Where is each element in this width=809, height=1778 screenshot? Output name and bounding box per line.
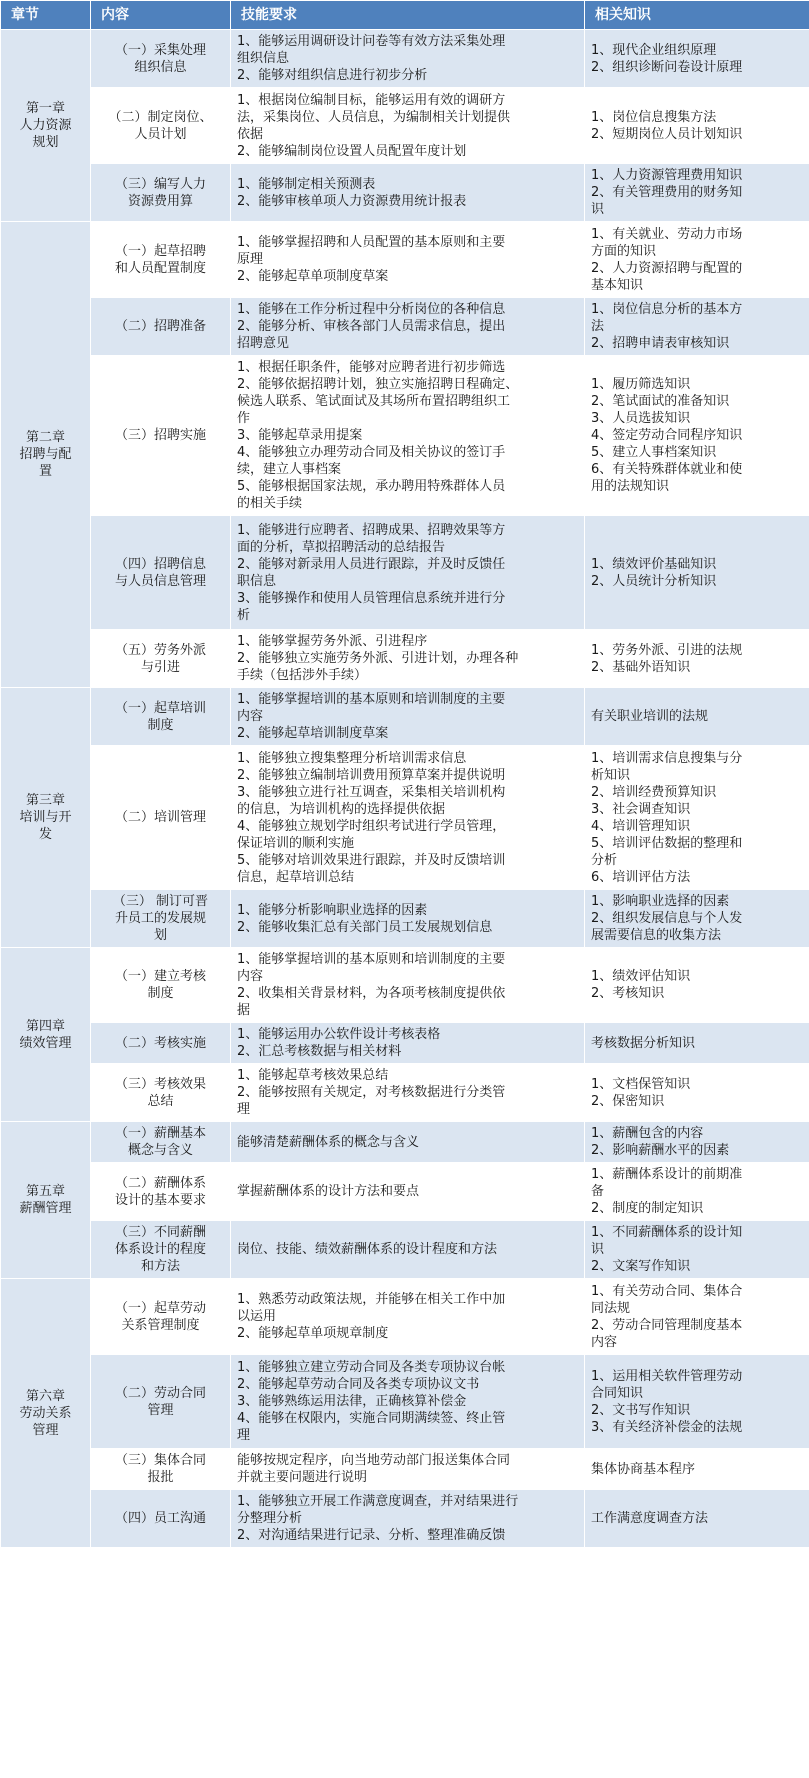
- skill-line: 2、能够独立实施劳务外派、引进计划，办理各种: [237, 651, 519, 666]
- content-line: 升员工的发展规: [114, 911, 206, 926]
- content-cell: [91, 1221, 231, 1279]
- skill-line: 保证培训的顺利实施: [237, 835, 355, 851]
- content-line: 总结: [147, 1093, 174, 1109]
- knowledge-cell: [585, 356, 809, 516]
- skill-line: 2、能够起草单项制度草案: [237, 269, 389, 284]
- knowledge-cell: [585, 1023, 809, 1064]
- knowledge-line: 2、笔试面试的准备知识: [591, 394, 730, 409]
- skill-line: 1、能够运用调研设计问卷等有效方法采集处理: [237, 34, 506, 49]
- skill-line: 1、能够进行应聘者、招聘成果、招聘效果等方: [237, 522, 506, 538]
- content-cell: [91, 1064, 231, 1122]
- knowledge-line: 3、社会调查知识: [591, 801, 691, 817]
- chapter-label-line: 招聘与配: [19, 447, 72, 462]
- skills-cell: [231, 1490, 585, 1548]
- knowledge-line: 基本知识: [591, 277, 644, 293]
- knowledge-cell: [585, 890, 809, 948]
- skill-line: 以运用: [237, 1309, 277, 1324]
- knowledge-line: 有关职业培训的法规: [591, 709, 709, 724]
- content-cell: [91, 1122, 231, 1163]
- table-row: [1, 890, 809, 948]
- content-line: （一）建立考核: [114, 969, 206, 984]
- knowledge-line: 识: [591, 202, 605, 217]
- content-line: （二）招聘准备: [114, 319, 206, 334]
- knowledge-cell: [585, 1449, 809, 1490]
- skills-cell: [231, 1122, 585, 1163]
- skill-line: 据: [237, 1003, 251, 1018]
- knowledge-line: 1、劳务外派、引进的法规: [591, 642, 743, 658]
- skill-line: 2、能够对组织信息进行初步分析: [237, 68, 428, 83]
- content-cell: [91, 1490, 231, 1548]
- skill-line: 2、能够起草劳动合同及各类专项协议文书: [237, 1377, 480, 1392]
- knowledge-cell: [585, 630, 809, 688]
- content-line: 资源费用算: [127, 193, 193, 209]
- chapter-label-line: 第六章: [25, 1388, 65, 1404]
- knowledge-line: 5、建立人事档案知识: [591, 445, 717, 460]
- skill-line: 的相关手续: [237, 496, 303, 511]
- content-cell: [91, 356, 231, 516]
- knowledge-line: 2、考核知识: [591, 986, 665, 1001]
- skill-line: 5、能够根据国家法规，承办聘用特殊群体人员: [237, 479, 506, 494]
- header-content: 内容: [91, 1, 231, 30]
- knowledge-cell: [585, 1064, 809, 1122]
- skill-line: 分整理分析: [237, 1511, 303, 1526]
- skill-line: 职信息: [237, 573, 277, 589]
- skill-line: 组织信息: [237, 51, 290, 66]
- table-row: [1, 164, 809, 222]
- knowledge-line: 2、劳动合同管理制度基本: [591, 1317, 743, 1333]
- skill-line: 作: [237, 411, 251, 426]
- skill-line: 1、能够掌握招聘和人员配置的基本原则和主要: [237, 235, 506, 250]
- content-cell: [91, 298, 231, 356]
- knowledge-line: 3、人员选拔知识: [591, 411, 691, 426]
- skill-line: 能够清楚薪酬体系的概念与含义: [237, 1134, 420, 1150]
- content-line: （三）招聘实施: [114, 428, 206, 443]
- skill-line: 1、能够制定相关预测表: [237, 176, 376, 192]
- table-row: [1, 1449, 809, 1490]
- chapter-label-line: 薪酬管理: [19, 1201, 72, 1216]
- skills-cell: [231, 1023, 585, 1064]
- knowledge-line: 内容: [591, 1334, 618, 1350]
- skills-cell: [231, 1449, 585, 1490]
- knowledge-line: 1、现代企业组织原理: [591, 42, 717, 58]
- knowledge-cell: [585, 88, 809, 164]
- table-row: [1, 1122, 809, 1163]
- chapter-label-line: 第三章: [25, 793, 65, 808]
- skills-cell: [231, 516, 585, 630]
- knowledge-line: 1、文档保管知识: [591, 1076, 691, 1092]
- content-line: 制度: [147, 986, 174, 1001]
- skill-line: 2、收集相关背景材料，为各项考核制度提供依: [237, 986, 506, 1001]
- content-line: 报批: [147, 1470, 174, 1485]
- chapter-cell: [1, 1279, 91, 1548]
- chapter-cell: [1, 948, 91, 1122]
- knowledge-line: 2、组织诊断问卷设计原理: [591, 59, 743, 75]
- skill-line: 1、能够独立建立劳动合同及各类专项协议台帐: [237, 1360, 506, 1375]
- knowledge-line: 1、履历筛选知识: [591, 377, 691, 392]
- skill-line: 2、能够依据招聘计划，独立实施招聘日程确定、: [237, 377, 519, 392]
- skills-cell: [231, 1163, 585, 1221]
- table-row: [1, 1163, 809, 1221]
- knowledge-line: 分析: [591, 852, 618, 868]
- content-cell: [91, 1163, 231, 1221]
- skill-line: 3、能够独立进行社互调查，采集相关培训机构: [237, 784, 506, 800]
- skills-cell: [231, 88, 585, 164]
- skill-line: 的信息，为培训机构的选择提供依据: [237, 801, 446, 817]
- header-chapter: 章节: [1, 1, 91, 30]
- content-line: （三）集体合同: [114, 1453, 206, 1468]
- skill-line: 招聘意见: [237, 336, 290, 351]
- skill-line: 1、能够起草考核效果总结: [237, 1068, 389, 1083]
- content-line: （四）员工沟通: [114, 1511, 206, 1526]
- skill-line: 原理: [237, 252, 264, 267]
- skill-line: 2、能够独立编制培训费用预算草案并提供说明: [237, 767, 506, 783]
- skills-cell: [231, 164, 585, 222]
- knowledge-line: 2、文书写作知识: [591, 1402, 691, 1418]
- knowledge-line: 2、基础外语知识: [591, 659, 691, 675]
- knowledge-line: 2、招聘申请表审核知识: [591, 336, 730, 351]
- knowledge-line: 合同知识: [591, 1385, 644, 1401]
- knowledge-line: 3、有关经济补偿金的法规: [591, 1419, 743, 1435]
- table-row: [1, 30, 809, 88]
- skill-line: 2、能够收集汇总有关部门员工发展规划信息: [237, 919, 493, 935]
- knowledge-line: 同法规: [591, 1300, 631, 1316]
- content-line: （二）考核实施: [114, 1035, 206, 1051]
- table-row: [1, 298, 809, 356]
- skill-line: 1、能够掌握劳务外派、引进程序: [237, 634, 428, 649]
- knowledge-line: 集体协商基本程序: [591, 1461, 696, 1477]
- knowledge-line: 2、短期岗位人员计划知识: [591, 126, 743, 142]
- knowledge-line: 1、人力资源管理费用知识: [591, 168, 743, 183]
- chapter-label-line: 发: [38, 827, 52, 842]
- content-line: 和方法: [140, 1259, 180, 1274]
- skill-line: 3、能够熟练运用法律，正确核算补偿金: [237, 1394, 467, 1409]
- content-line: 关系管理制度: [121, 1317, 200, 1333]
- skill-line: 2、能够编制岗位设置人员配置年度计划: [237, 143, 467, 159]
- knowledge-line: 展需要信息的收集方法: [591, 928, 722, 943]
- skills-cell: [231, 746, 585, 890]
- content-line: 与人员信息管理: [114, 573, 206, 589]
- knowledge-cell: [585, 516, 809, 630]
- content-line: 和人员配置制度: [114, 260, 206, 276]
- knowledge-line: 2、培训经费预算知识: [591, 784, 717, 800]
- skills-cell: [231, 30, 585, 88]
- knowledge-line: 1、有关就业、劳动力市场: [591, 226, 743, 242]
- knowledge-cell: [585, 948, 809, 1023]
- knowledge-line: 识: [591, 1242, 605, 1257]
- table-row: [1, 1279, 809, 1355]
- knowledge-line: 4、签定劳动合同程序知识: [591, 428, 743, 443]
- table-row: [1, 688, 809, 746]
- content-line: 设计的基本要求: [114, 1192, 206, 1208]
- skill-line: 2、对沟通结果进行记录、分析、整理准确反馈: [237, 1528, 506, 1543]
- content-cell: [91, 516, 231, 630]
- chapter-label-line: 第一章: [25, 101, 65, 116]
- content-line: 人员计划: [134, 126, 187, 142]
- skills-cell: [231, 298, 585, 356]
- skill-line: 1、能够运用办公软件设计考核表格: [237, 1027, 441, 1042]
- chapter-label-line: 第五章: [25, 1184, 65, 1199]
- content-cell: [91, 1449, 231, 1490]
- table-row: [1, 1221, 809, 1279]
- header-skills: 技能要求: [231, 1, 585, 30]
- skills-cell: [231, 1279, 585, 1355]
- skills-cell: [231, 1064, 585, 1122]
- skill-line: 2、能够分析、审核各部门人员需求信息，提出: [237, 319, 506, 334]
- skill-line: 4、能够在权限内，实施合同期满续签、终止管: [237, 1411, 506, 1426]
- skill-line: 4、能够独立规划学时组织考试进行学员管理，: [237, 818, 506, 834]
- content-cell: [91, 30, 231, 88]
- table-row: [1, 1023, 809, 1064]
- knowledge-line: 2、人力资源招聘与配置的: [591, 260, 743, 276]
- content-line: （五）劳务外派: [114, 642, 206, 658]
- content-line: 组织信息: [134, 59, 187, 75]
- skills-cell: [231, 688, 585, 746]
- knowledge-line: 1、绩效评价基础知识: [591, 556, 717, 572]
- skill-line: 1、能够掌握培训的基本原则和培训制度的主要: [237, 952, 506, 967]
- skill-line: 5、能够对培训效果进行跟踪，并及时反馈培训: [237, 852, 506, 868]
- chapter-label-line: 人力资源: [19, 118, 72, 133]
- content-cell: [91, 1279, 231, 1355]
- chapter-cell: [1, 222, 91, 688]
- knowledge-line: 2、组织发展信息与个人发: [591, 911, 743, 926]
- skill-line: 信息，起草培训总结: [237, 869, 355, 885]
- table-row: [1, 746, 809, 890]
- content-cell: [91, 164, 231, 222]
- skill-line: 掌握薪酬体系的设计方法和要点: [237, 1184, 420, 1199]
- content-line: 划: [153, 928, 167, 943]
- table-body: [1, 30, 809, 1548]
- content-line: （一）薪酬基本: [114, 1126, 206, 1141]
- skill-line: 岗位、技能、绩效薪酬体系的设计程度和方法: [237, 1242, 498, 1257]
- knowledge-line: 1、岗位信息搜集方法: [591, 109, 717, 125]
- knowledge-line: 2、保密知识: [591, 1093, 665, 1109]
- skill-line: 3、能够起草录用提案: [237, 428, 363, 443]
- knowledge-cell: [585, 1163, 809, 1221]
- skill-line: 2、汇总考核数据与相关材料: [237, 1044, 402, 1059]
- header-row: [1, 1, 809, 30]
- chapter-label-line: 置: [38, 464, 52, 479]
- skill-line: 1、能够在工作分析过程中分析岗位的各种信息: [237, 302, 506, 317]
- skill-line: 析: [237, 607, 251, 623]
- skills-cell: [231, 1221, 585, 1279]
- knowledge-cell: [585, 1221, 809, 1279]
- skill-line: 候选人联系、笔试面试及其场所布置招聘组织工: [237, 394, 511, 409]
- content-line: （一）采集处理: [114, 42, 206, 58]
- content-cell: [91, 222, 231, 298]
- knowledge-line: 用的法规知识: [591, 479, 670, 494]
- knowledge-line: 5、培训评估数据的整理和: [591, 835, 743, 851]
- table-row: [1, 948, 809, 1023]
- knowledge-line: 4、培训管理知识: [591, 818, 691, 834]
- skill-line: 2、能够按照有关规定，对考核数据进行分类管: [237, 1085, 506, 1100]
- skills-cell: [231, 890, 585, 948]
- knowledge-line: 1、绩效评估知识: [591, 969, 691, 984]
- skills-cell: [231, 356, 585, 516]
- knowledge-line: 考核数据分析知识: [591, 1035, 696, 1051]
- skill-line: 1、能够独立开展工作满意度调查，并对结果进行: [237, 1494, 519, 1509]
- content-line: （二）劳动合同: [114, 1385, 206, 1401]
- skill-line: 理: [237, 1428, 251, 1443]
- knowledge-cell: [585, 298, 809, 356]
- knowledge-cell: [585, 688, 809, 746]
- content-cell: [91, 746, 231, 890]
- chapter-label-line: 劳动关系: [19, 1405, 72, 1421]
- skills-cell: [231, 948, 585, 1023]
- content-line: 与引进: [140, 659, 180, 675]
- table-row: [1, 630, 809, 688]
- knowledge-line: 2、文案写作知识: [591, 1259, 691, 1274]
- content-cell: [91, 630, 231, 688]
- knowledge-line: 6、有关特殊群体就业和使: [591, 462, 743, 477]
- content-cell: [91, 88, 231, 164]
- skill-line: 2、能够起草单项规章制度: [237, 1326, 389, 1341]
- table-row: [1, 1490, 809, 1548]
- knowledge-line: 1、不同薪酬体系的设计知: [591, 1225, 743, 1240]
- knowledge-line: 工作满意度调查方法: [591, 1511, 709, 1526]
- content-cell: [91, 1355, 231, 1449]
- knowledge-line: 2、人员统计分析知识: [591, 573, 717, 589]
- skills-cell: [231, 630, 585, 688]
- knowledge-line: 1、运用相关软件管理劳动: [591, 1368, 743, 1384]
- chapter-label-line: 第四章: [25, 1018, 65, 1034]
- skill-line: 1、能够分析影响职业选择的因素: [237, 902, 428, 918]
- content-line: 制度: [147, 717, 174, 733]
- knowledge-cell: [585, 1355, 809, 1449]
- table-row: [1, 88, 809, 164]
- knowledge-cell: [585, 164, 809, 222]
- skill-line: 1、根据任职条件，能够对应聘者进行初步筛选: [237, 360, 506, 375]
- knowledge-cell: [585, 1279, 809, 1355]
- content-line: （三）编写人力: [114, 176, 206, 192]
- content-cell: [91, 688, 231, 746]
- knowledge-line: 1、岗位信息分析的基本方: [591, 302, 743, 317]
- skill-line: 并就主要问题进行说明: [237, 1470, 368, 1485]
- skill-line: 手续（包括涉外手续）: [237, 668, 368, 683]
- knowledge-line: 1、薪酬体系设计的前期准: [591, 1167, 743, 1182]
- skill-line: 面的分析，草拟招聘活动的总结报告: [237, 539, 446, 555]
- skill-line: 2、能够起草培训制度草案: [237, 726, 389, 741]
- content-line: 概念与含义: [127, 1143, 193, 1158]
- content-line: 体系设计的程度: [114, 1242, 206, 1257]
- content-cell: [91, 1023, 231, 1064]
- knowledge-line: 1、有关劳动合同、集体合: [591, 1283, 743, 1299]
- knowledge-line: 1、薪酬包含的内容: [591, 1126, 704, 1141]
- skill-line: 法，采集岗位、人员信息，为编制相关计划提供: [237, 109, 511, 125]
- skills-cell: [231, 222, 585, 298]
- content-line: （一）起草招聘: [114, 243, 206, 259]
- content-cell: [91, 948, 231, 1023]
- skill-line: 2、能够审核单项人力资源费用统计报表: [237, 193, 467, 209]
- table-row: [1, 356, 809, 516]
- content-line: （二）制定岗位、: [108, 109, 213, 125]
- knowledge-cell: [585, 1122, 809, 1163]
- skill-line: 内容: [237, 709, 264, 724]
- knowledge-line: 2、有关管理费用的财务知: [591, 185, 743, 200]
- content-cell: [91, 890, 231, 948]
- skill-line: 能够按规定程序，向当地劳动部门报送集体合同: [237, 1453, 511, 1468]
- skill-line: 1、熟悉劳动政策法规，并能够在相关工作中加: [237, 1292, 506, 1307]
- content-line: （三） 制订可晋: [112, 894, 209, 909]
- knowledge-line: 2、影响薪酬水平的因素: [591, 1143, 730, 1158]
- chapter-label-line: 管理: [32, 1422, 59, 1438]
- skill-line: 4、能够独立办理劳动合同及相关协议的签订手: [237, 445, 506, 460]
- skills-cell: [231, 1355, 585, 1449]
- knowledge-cell: [585, 1490, 809, 1548]
- skill-line: 1、能够独立搜集整理分析培训需求信息: [237, 750, 467, 766]
- knowledge-line: 2、制度的制定知识: [591, 1201, 704, 1216]
- content-line: （三）不同薪酬: [114, 1225, 206, 1240]
- chapter-cell: [1, 688, 91, 948]
- chapter-label-line: 第二章: [25, 430, 65, 445]
- content-line: （一）起草培训: [114, 700, 206, 716]
- chapter-label-line: 培训与开: [19, 810, 72, 825]
- knowledge-line: 析知识: [591, 767, 631, 783]
- knowledge-line: 方面的知识: [591, 243, 657, 259]
- knowledge-line: 1、培训需求信息搜集与分: [591, 750, 743, 766]
- chapter-label-line: 绩效管理: [19, 1035, 72, 1051]
- knowledge-cell: [585, 30, 809, 88]
- chapter-cell: [1, 30, 91, 222]
- skill-line: 理: [237, 1102, 251, 1117]
- skill-line: 依据: [237, 126, 264, 142]
- content-line: （三）考核效果: [114, 1076, 206, 1092]
- chapter-label-line: 规划: [32, 135, 59, 150]
- skill-line: 1、根据岗位编制目标，能够运用有效的调研方: [237, 92, 506, 108]
- table-row: [1, 516, 809, 630]
- knowledge-cell: [585, 746, 809, 890]
- header-knowledge: 相关知识: [585, 1, 809, 30]
- skill-line: 1、能够掌握培训的基本原则和培训制度的主要: [237, 692, 506, 707]
- skill-line: 2、能够对新录用人员进行跟踪，并及时反馈任: [237, 556, 506, 572]
- knowledge-line: 备: [591, 1184, 605, 1199]
- content-line: （二）培训管理: [114, 810, 206, 825]
- skill-line: 内容: [237, 969, 264, 984]
- knowledge-cell: [585, 222, 809, 298]
- content-line: （一）起草劳动: [114, 1300, 206, 1316]
- knowledge-line: 1、影响职业选择的因素: [591, 894, 730, 909]
- table-row: [1, 1064, 809, 1122]
- skill-line: 续，建立人事档案: [237, 462, 342, 477]
- table-row: [1, 222, 809, 298]
- knowledge-line: 法: [591, 319, 605, 334]
- chapter-cell: [1, 1122, 91, 1279]
- knowledge-line: 6、培训评估方法: [591, 869, 691, 885]
- content-line: （二）薪酬体系: [114, 1175, 206, 1191]
- skill-line: 3、能够操作和使用人员管理信息系统并进行分: [237, 590, 506, 606]
- table-row: [1, 1355, 809, 1449]
- content-line: 管理: [147, 1402, 174, 1418]
- content-line: （四）招聘信息: [114, 556, 206, 572]
